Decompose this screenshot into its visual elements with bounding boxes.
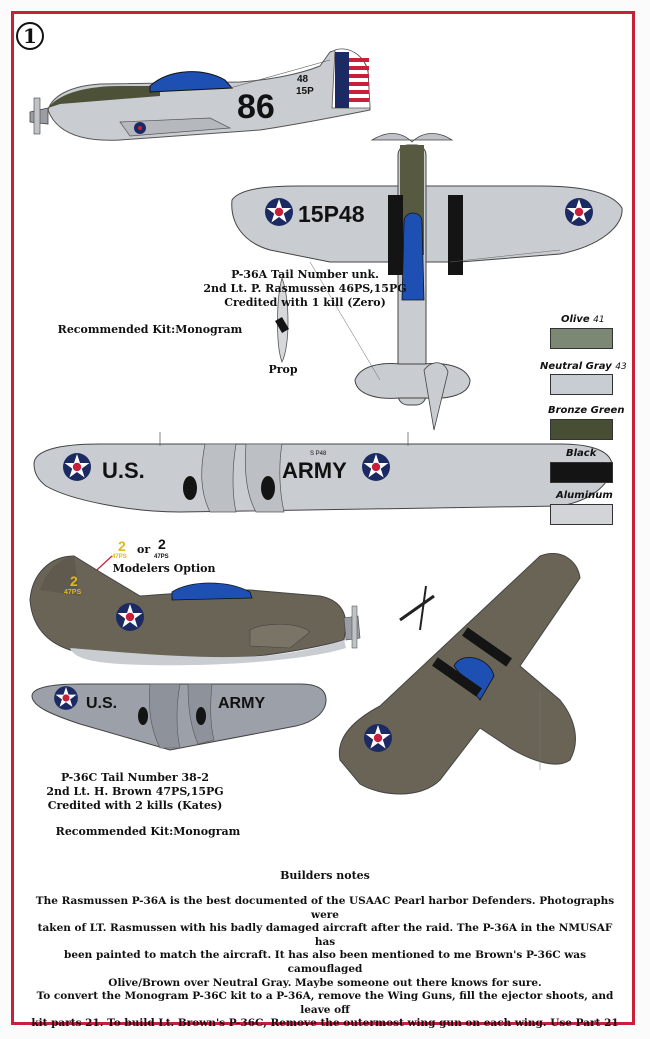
notes-title: Builders notes — [280, 869, 370, 882]
under-small-code: S P48 — [310, 451, 327, 457]
swatch-label-olive: Olive 41 — [561, 314, 605, 325]
notes-line-6: kit parts 21. To build Lt. Brown's P-36C, Remove the outermost wing gun on each wing. Use Part 21 — [31, 1017, 619, 1030]
swatch-label-black: Black — [566, 448, 597, 459]
side-c-sub: 47PS — [64, 589, 82, 596]
option-a-digit: 2 — [118, 538, 126, 554]
tail-code-86: 86 — [237, 88, 275, 126]
p36c-top-view — [339, 553, 580, 794]
side-c-digit: 2 — [70, 573, 78, 589]
option-b-sub: 47PS — [154, 554, 169, 560]
swatch-label-neutral-gray: Neutral Gray 43 — [540, 361, 627, 372]
modelers-option-label: Modelers Option — [112, 562, 216, 575]
caption-c-line-3: Credited with 2 kills (Kates) — [47, 799, 223, 812]
swatch-bronze-green — [550, 419, 613, 440]
notes-line-3: been painted to match the aircraft. It has also been mentioned to me Brown's P-36C was camouflaged — [63, 949, 587, 975]
notes-line-1: The Rasmussen P-36A is the best documented of the USAAC Pearl harbor Defenders. Photographs were — [35, 895, 615, 921]
caption-c-line-1: P-36C Tail Number 38-2 — [60, 771, 210, 784]
caption-a — [190, 268, 420, 310]
swatch-aluminum — [550, 504, 613, 525]
swatch-olive — [550, 328, 613, 349]
under-us-text: U.S. — [102, 458, 145, 483]
notes-line-5: To convert the Monogram P-36C kit to a P-36A, remove the Wing Guns, fill the ejector shoots, and leave off — [36, 990, 614, 1016]
option-a-sub: 47PS — [112, 554, 127, 560]
sheet-number-badge: 1 — [16, 22, 44, 50]
prop-label: Prop — [268, 363, 298, 376]
wing-code-15p48: 15P48 — [298, 201, 365, 227]
builders-notes — [30, 895, 620, 1031]
caption-a-line-1: P-36A Tail Number unk. — [231, 268, 379, 281]
option-or: or — [137, 543, 151, 556]
roundel-top-c — [364, 724, 392, 752]
roundel-side-c — [116, 603, 144, 631]
roundel-under-c — [54, 686, 78, 710]
caption-a-line-2: 2nd Lt. P. Rasmussen 46PS,15PG — [203, 282, 407, 295]
roundel-top-left — [265, 198, 293, 226]
under-c-us-text: U.S. — [86, 695, 118, 712]
notes-line-2: taken of LT. Rasmussen with his badly damaged aircraft after the raid. The P-36A in the NMUSAF has — [37, 922, 613, 948]
option-b-digit: 2 — [158, 536, 166, 552]
tail-unit-line-1: 48 — [297, 74, 309, 85]
caption-c-line-2: 2nd Lt. H. Brown 47PS,15PG — [46, 785, 224, 798]
swatch-neutral-gray — [550, 374, 613, 395]
kit-c: Recommended Kit:Monogram — [55, 825, 241, 838]
roundel-top-right — [565, 198, 593, 226]
under-army-text: ARMY — [282, 458, 347, 483]
caption-a-line-3: Credited with 1 kill (Zero) — [224, 296, 386, 309]
notes-line-4: Olive/Brown over Neutral Gray. Maybe someone out there knows for sure. — [108, 976, 542, 989]
roundel-under-left — [63, 453, 91, 481]
caption-c — [35, 771, 235, 813]
swatch-label-aluminum: Aluminum — [556, 490, 613, 501]
p36a-side-profile — [30, 49, 370, 140]
under-c-army-text: ARMY — [218, 695, 266, 712]
kit-a: Recommended Kit:Monogram — [57, 323, 243, 336]
swatch-label-bronze-green: Bronze Green — [548, 405, 625, 416]
tail-unit-line-2: 15P — [296, 86, 314, 97]
roundel-under-right — [362, 453, 390, 481]
swatch-black — [550, 462, 613, 483]
